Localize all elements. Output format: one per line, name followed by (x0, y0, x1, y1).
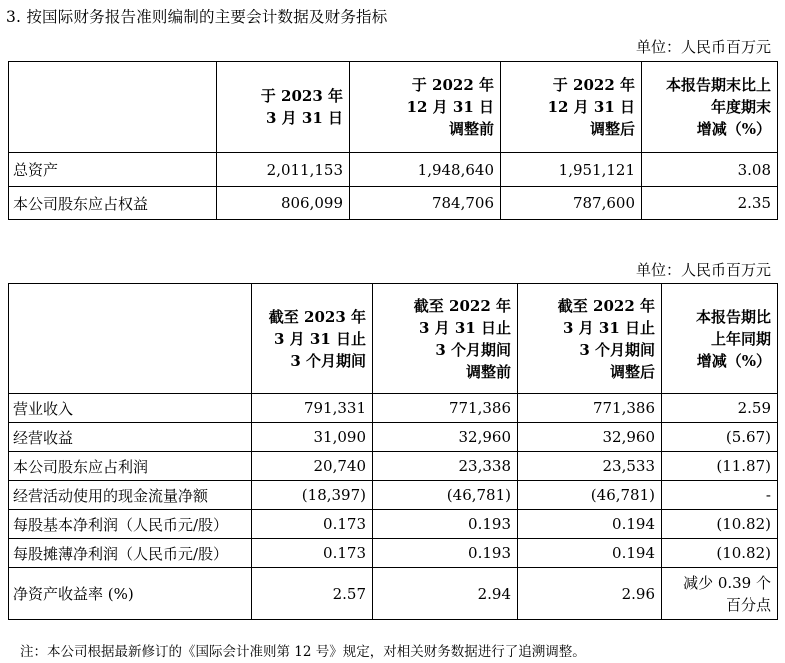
value-cell: 2,011,153 (217, 153, 350, 187)
value-cell: (11.87) (662, 452, 778, 481)
col-header-2023-q1: 截至 2023 年 3 月 31 日止 3 个月期间 (252, 284, 373, 394)
section-heading: 3. 按国际财务报告准则编制的主要会计数据及财务指标 (6, 8, 388, 26)
table-row (9, 153, 778, 187)
value-cell: (46,781) (518, 481, 662, 510)
row-label: 每股摊薄净利润（人民币元/股） (9, 539, 252, 568)
value-cell: 0.193 (373, 539, 518, 568)
value-cell: (10.82) (662, 510, 778, 539)
col-header-2022-q1-before: 截至 2022 年 3 月 31 日止 3 个月期间 调整前 (373, 284, 518, 394)
table-row (9, 510, 778, 539)
row-label: 本公司股东应占利润 (9, 452, 252, 481)
value-cell: (10.82) (662, 539, 778, 568)
footnote: 注：本公司根据最新修订的《国际会计准则第 12 号》规定，对相关财务数据进行了追溯调整。 (20, 644, 586, 660)
value-cell: 0.193 (373, 510, 518, 539)
empty-header-cell (9, 62, 217, 153)
income-table (8, 283, 778, 620)
value-cell: (5.67) (662, 423, 778, 452)
value-cell: 32,960 (373, 423, 518, 452)
value-cell: 0.194 (518, 539, 662, 568)
value-cell: 31,090 (252, 423, 373, 452)
table-header-row (9, 284, 778, 394)
col-header-change-pct: 本报告期末比上 年度期末 增减（%） (642, 62, 778, 153)
unit-label-balance: 单位：人民币百万元 (635, 38, 771, 56)
value-cell: 0.173 (252, 510, 373, 539)
balance-sheet-table (8, 61, 778, 220)
value-cell: 1,948,640 (350, 153, 501, 187)
value-cell: 0.194 (518, 510, 662, 539)
col-header-yoy-change: 本报告期比 上年同期 增减（%） (662, 284, 778, 394)
value-cell: 771,386 (373, 394, 518, 423)
value-cell: 23,533 (518, 452, 662, 481)
value-cell: 784,706 (350, 187, 501, 220)
col-header-2022-12-31-after: 于 2022 年 12 月 31 日 调整后 (501, 62, 642, 153)
empty-header-cell (9, 284, 252, 394)
unit-label-income: 单位：人民币百万元 (635, 261, 771, 279)
value-cell: 减少 0.39 个 百分点 (662, 568, 778, 620)
value-cell: - (662, 481, 778, 510)
value-cell: 2.57 (252, 568, 373, 620)
col-header-2023-03-31: 于 2023 年 3 月 31 日 (217, 62, 350, 153)
value-cell: 2.59 (662, 394, 778, 423)
value-cell: 0.173 (252, 539, 373, 568)
value-cell: 771,386 (518, 394, 662, 423)
row-label: 净资产收益率 (%) (9, 568, 252, 620)
value-cell: 2.94 (373, 568, 518, 620)
value-cell: (46,781) (373, 481, 518, 510)
row-label: 每股基本净利润（人民币元/股） (9, 510, 252, 539)
row-label: 营业收入 (9, 394, 252, 423)
value-cell: 1,951,121 (501, 153, 642, 187)
col-header-2022-q1-after: 截至 2022 年 3 月 31 日止 3 个月期间 调整后 (518, 284, 662, 394)
value-cell: 32,960 (518, 423, 662, 452)
table-row (9, 481, 778, 510)
value-cell: 791,331 (252, 394, 373, 423)
table-row (9, 539, 778, 568)
table-row (9, 568, 778, 620)
value-cell: 23,338 (373, 452, 518, 481)
row-label: 总资产 (9, 153, 217, 187)
table-header-row (9, 62, 778, 153)
value-cell: (18,397) (252, 481, 373, 510)
row-label: 本公司股东应占权益 (9, 187, 217, 220)
value-cell: 20,740 (252, 452, 373, 481)
table-row (9, 187, 778, 220)
value-cell: 806,099 (217, 187, 350, 220)
table-row (9, 423, 778, 452)
value-cell: 2.96 (518, 568, 662, 620)
value-cell: 3.08 (642, 153, 778, 187)
value-cell: 2.35 (642, 187, 778, 220)
row-label: 经营活动使用的现金流量净额 (9, 481, 252, 510)
table-row (9, 394, 778, 423)
value-cell: 787,600 (501, 187, 642, 220)
table-row (9, 452, 778, 481)
row-label: 经营收益 (9, 423, 252, 452)
col-header-2022-12-31-before: 于 2022 年 12 月 31 日 调整前 (350, 62, 501, 153)
